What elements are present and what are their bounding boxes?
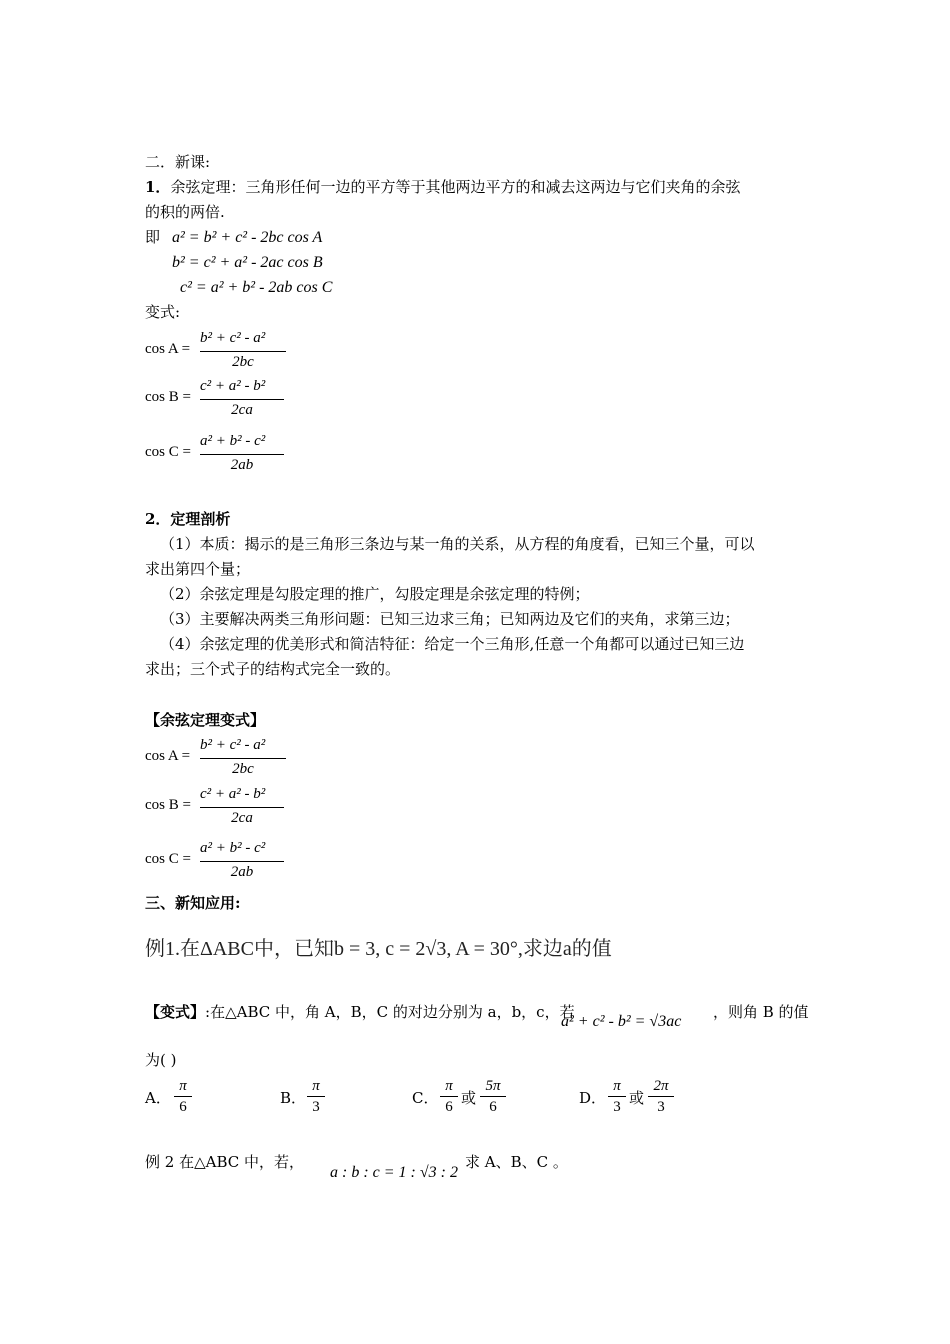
choice-d-label: D． [579,1089,607,1107]
numerator: π [445,1078,453,1094]
law-of-cosines-a: a² = b² + c² - 2bc cos A [172,229,323,246]
denominator: 3 [312,1099,320,1115]
cos-c-denominator: 2ab [230,457,254,473]
choice-c-label: C． [412,1089,439,1107]
choice-c-or: 或 [461,1089,477,1107]
numerator: π [179,1078,187,1094]
choice-d-fraction-1 [608,1076,626,1117]
analysis-point-1: （1）本质：揭示的是三角形三条边与某一角的关系，从方程的角度看，已知三个量，可以 [160,535,755,553]
numerator: π [613,1078,621,1094]
cos-b-fraction [200,378,284,422]
denominator: 3 [657,1099,665,1115]
cos-b-denominator: 2ca [231,402,253,418]
example-2-tail: 求 A、B、C 。 [465,1153,568,1171]
cos-c-lhs-2: cos C = [145,851,191,867]
numerator: 2π [653,1078,669,1094]
theorem-text: 余弦定理：三角形任何一边的平方等于其他两边平方的和减去这两边与它们夹角的余弦 [170,178,741,196]
example-2-ratio: a : b : c = 1 : √3 : 2 [330,1164,458,1181]
fraction-bar [200,861,284,862]
cos-a-fraction-2 [200,737,286,781]
cos-a-denominator: 2bc [232,761,254,777]
analysis-point-4-cont: 求出；三个式子的结构式完全一致的。 [145,660,401,678]
choice-c-fraction-2 [480,1076,506,1117]
cos-a-fraction [200,330,286,374]
denominator: 6 [445,1099,453,1115]
numerator: π [312,1078,320,1094]
variant-condition: a² + c² - b² = √3ac [561,1013,682,1030]
example-2-label: 例 2 在△ABC 中，若， [145,1153,304,1171]
variant-problem [145,1002,575,1022]
variant-tag: 【变式】 [145,1003,206,1021]
cos-b-numerator: c² + a² - b² [200,378,266,394]
denominator: 6 [179,1099,187,1115]
ji-label: 即 [145,228,161,246]
law-of-cosines-b: b² = c² + a² - 2ac cos B [172,254,323,271]
cos-c-denominator: 2ab [230,864,254,880]
cos-a-numerator: b² + c² - a² [200,737,266,753]
cos-c-lhs: cos C = [145,444,191,460]
theorem-statement [145,177,740,197]
cos-a-lhs: cos A = [145,341,191,357]
cos-c-numerator: a² + b² - c² [200,433,266,449]
section-heading-new-lesson: 二．新课: [145,153,211,171]
choice-c-fraction-1 [440,1076,458,1117]
cos-a-denominator: 2bc [232,354,254,370]
choice-b-fraction [307,1076,325,1117]
example-1: 例1.在ΔABC中，已知b = 3, c = 2√3, A = 30°,求边a的值 [145,938,612,960]
variant-label: 变式: [145,303,181,321]
cos-c-fraction [200,433,284,477]
theorem-text-line2: 的积的两倍. [145,203,225,221]
cos-b-numerator: c² + a² - b² [200,786,266,802]
cos-b-fraction-2 [200,786,284,830]
choice-b-label: B． [280,1089,307,1107]
denominator: 3 [613,1099,621,1115]
fraction-bar [200,454,284,455]
law-of-cosines-c: c² = a² + b² - 2ab cos C [180,279,333,296]
analysis-point-1-cont: 求出第四个量； [145,560,251,578]
variant-heading: 【余弦定理变式】 [145,711,266,729]
analysis-heading: 2．定理剖析 [145,510,231,528]
cos-c-fraction-2 [200,840,284,884]
denominator: 6 [489,1099,497,1115]
cos-a-numerator: b² + c² - a² [200,330,266,346]
variant-answer-blank: 为( ) [145,1051,177,1069]
analysis-point-3: （3）主要解决两类三角形问题：已知三边求三角；已知两边及它们的夹角，求第三边； [160,610,740,628]
choice-d-or: 或 [629,1089,645,1107]
analysis-point-4: （4）余弦定理的优美形式和简洁特征：给定一个三角形,任意一个角都可以通过已知三边 [160,635,745,653]
choice-d-fraction-2 [648,1076,674,1117]
choice-a-fraction [174,1076,192,1117]
fraction-bar [200,351,286,352]
theorem-number: 1． [145,178,171,196]
cos-a-lhs-2: cos A = [145,748,191,764]
variant-text: :在△ABC 中，角 A，B，C 的对边分别为 a，b，c，若 [205,1003,575,1021]
cos-b-denominator: 2ca [231,810,253,826]
fraction-bar [200,758,286,759]
analysis-point-2: （2）余弦定理是勾股定理的推广，勾股定理是余弦定理的特例； [160,585,590,603]
section-heading-application: 三、新知应用: [145,894,241,912]
variant-tail: ，则角 B 的值 [713,1003,809,1021]
fraction-bar [200,807,284,808]
choice-a-label: A． [145,1089,171,1107]
cos-b-lhs-2: cos B = [145,797,191,813]
fraction-bar [200,399,284,400]
cos-c-numerator: a² + b² - c² [200,840,266,856]
cos-b-lhs: cos B = [145,389,191,405]
numerator: 5π [485,1078,501,1094]
